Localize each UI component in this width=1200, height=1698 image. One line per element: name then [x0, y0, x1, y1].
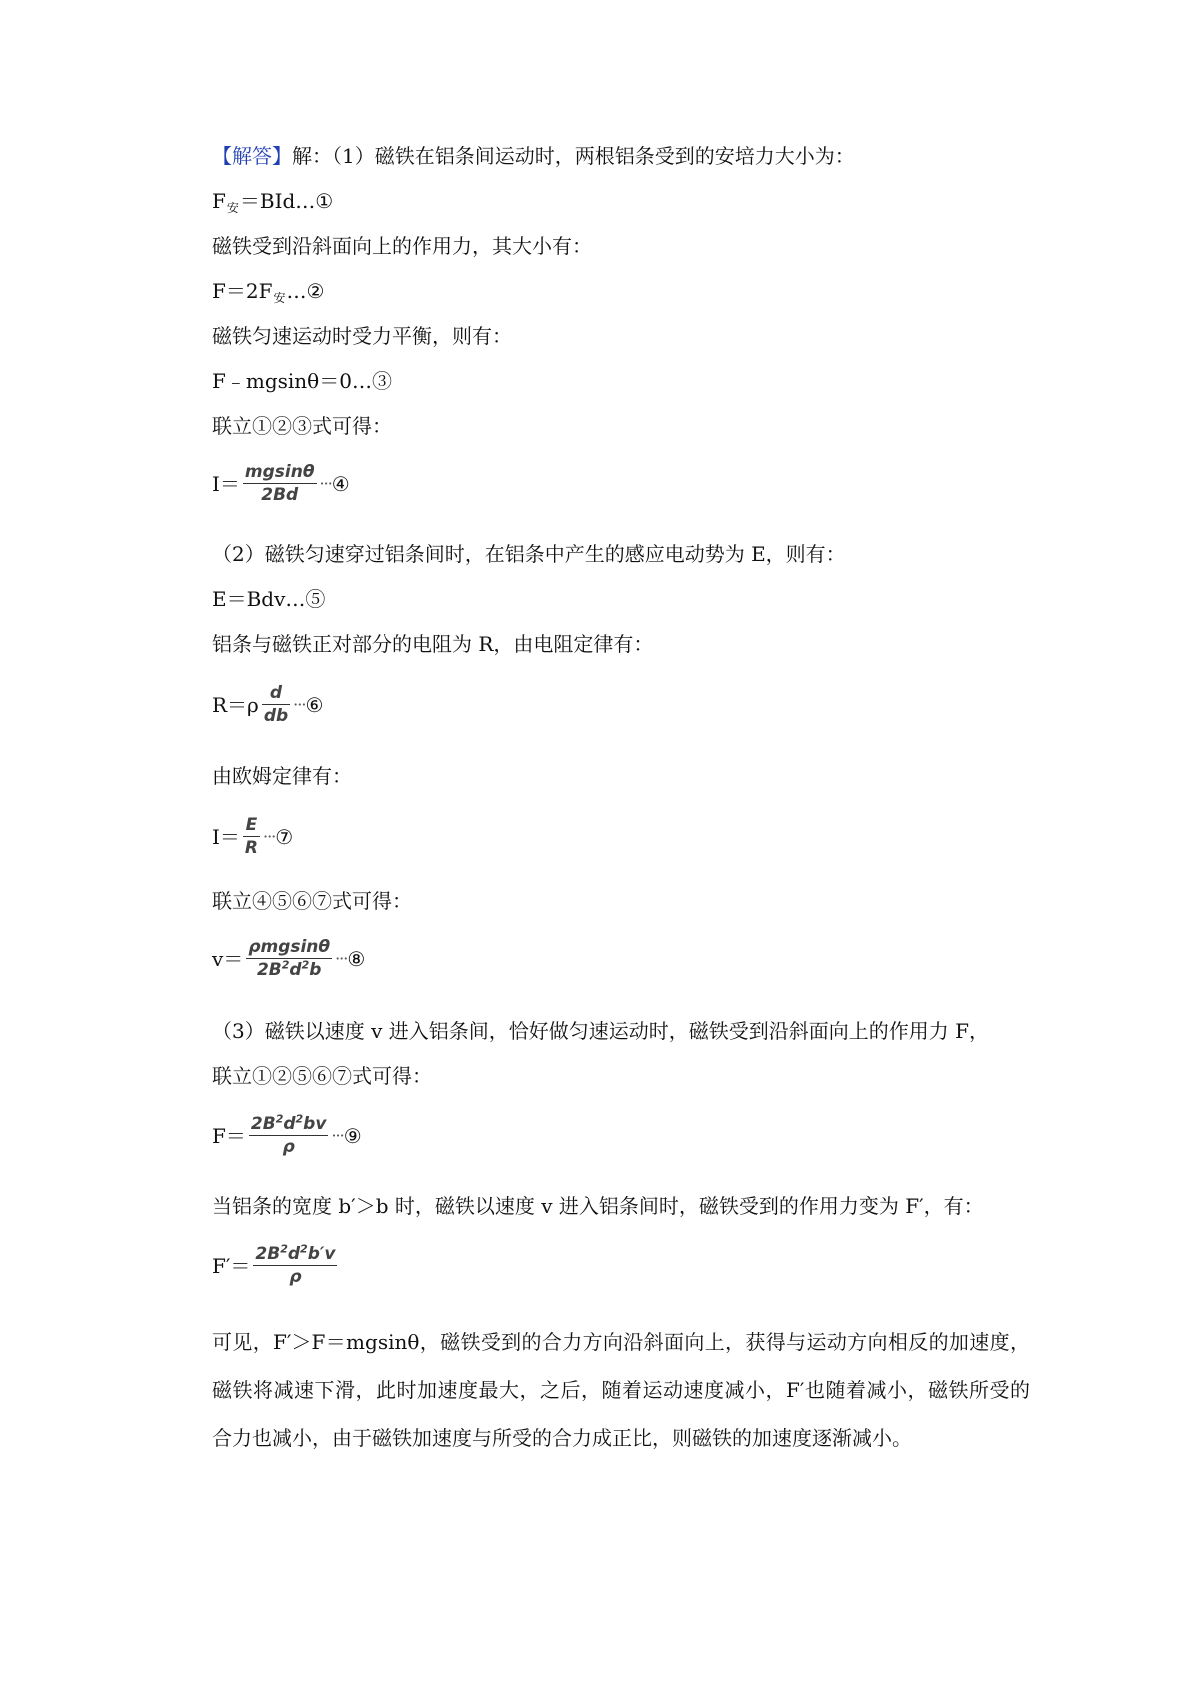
eq2-rest: …②	[286, 279, 325, 303]
equation-9	[212, 1114, 362, 1157]
conclusion-paragraph: 可见，F′＞F＝mgsinθ，磁铁受到的合力方向沿斜面向上，获得与运动方向相反的加速度，磁铁将减速下滑，此时加速度最大，之后，随着运动速度减小，F′也随着减小，磁铁所受的合力也减小，由于磁铁加速度与所受的合力成正比，则磁铁的加速度逐渐减小。	[212, 1330, 1030, 1450]
text-line-7: 联立④⑤⑥⑦式可得：	[212, 889, 412, 913]
paragraph-3-line-2: 联立①②⑤⑥⑦式可得：	[212, 1064, 432, 1088]
text-line-3: 磁铁匀速运动时受力平衡，则有：	[212, 324, 512, 348]
eq7-lhs: I＝	[212, 824, 240, 849]
eq4-lhs: I＝	[212, 471, 240, 496]
eq8-den-part: b	[309, 960, 322, 980]
equation-2	[212, 277, 324, 308]
text-line-2: 磁铁受到沿斜面向上的作用力，其大小有：	[212, 234, 592, 258]
fraction-bar	[253, 1265, 337, 1266]
eq8-den-part: d	[289, 960, 302, 980]
eq9-mark: ⑨	[343, 1123, 362, 1148]
intro-text: 解：（1）磁铁在铝条间运动时，两根铝条受到的安培力大小为：	[292, 144, 855, 168]
eq8-den-exponent: 2	[301, 958, 310, 972]
eq8-den-exponent: 2	[281, 958, 290, 972]
eq9-num-part: 2B	[250, 1114, 276, 1134]
intro-line	[212, 142, 855, 170]
eq1-text: F	[212, 189, 226, 213]
eq7-dots: ···	[263, 826, 276, 846]
eq6-mark: ⑥	[305, 692, 324, 717]
equation-3: F﹣mgsinθ＝0…③	[212, 369, 392, 393]
eq2-text: F＝2F	[212, 279, 273, 303]
eq9-denominator: ρ	[282, 1137, 295, 1157]
eq10-num-part: b′v	[307, 1244, 336, 1264]
text-line-4: 联立①②③式可得：	[212, 414, 392, 438]
eq10-numerator	[253, 1244, 337, 1264]
eq9-lhs: F＝	[212, 1123, 246, 1148]
eq6-fraction	[262, 683, 290, 726]
equation-6	[212, 683, 323, 726]
eq10-num-part: d	[287, 1244, 301, 1264]
eq9-numerator	[249, 1114, 329, 1134]
eq8-lhs: v＝	[212, 946, 244, 971]
eq9-num-part: bv	[303, 1114, 327, 1134]
text-line-6: 由欧姆定律有：	[212, 764, 352, 788]
paragraph-3-line-1: （3）磁铁以速度 v 进入铝条间，恰好做匀速运动时，磁铁受到沿斜面向上的作用力 F，	[212, 1019, 989, 1043]
eq9-num-exponent: 2	[275, 1112, 284, 1126]
paragraph-2-intro: （2）磁铁匀速穿过铝条间时，在铝条中产生的感应电动势为 E，则有：	[212, 542, 846, 566]
eq7-fraction	[243, 815, 260, 858]
eq10-fraction	[253, 1244, 337, 1287]
eq10-num-exponent: 2	[280, 1242, 288, 1256]
eq1-subscript: 安	[226, 201, 239, 215]
eq6-denominator: db	[263, 706, 289, 726]
eq4-numerator: mgsinθ	[244, 462, 315, 482]
fraction-bar	[262, 704, 290, 705]
text-line-5: 铝条与磁铁正对部分的电阻为 R，由电阻定律有：	[212, 632, 654, 656]
eq8-fraction	[246, 937, 332, 980]
equation-10	[212, 1244, 340, 1287]
eq8-denominator	[255, 960, 323, 980]
eq8-numerator: ρmgsinθ	[248, 937, 331, 957]
eq10-lhs: F′＝	[212, 1253, 251, 1278]
eq7-numerator: E	[245, 815, 258, 835]
eq4-dots: ···	[319, 473, 332, 493]
fraction-bar	[243, 483, 317, 484]
equation-4	[212, 462, 350, 505]
eq9-fraction	[249, 1114, 329, 1157]
equation-8	[212, 937, 365, 980]
text-line-8: 当铝条的宽度 b′＞b 时，磁铁以速度 v 进入铝条间时，磁铁受到的作用力变为 F′，有：	[212, 1194, 984, 1218]
eq10-num-exponent: 2	[300, 1242, 308, 1256]
eq6-numerator: d	[269, 683, 283, 703]
fraction-bar	[243, 836, 260, 837]
eq4-denominator: 2Bd	[261, 485, 299, 505]
eq9-dots: ···	[331, 1125, 344, 1145]
eq4-fraction	[243, 462, 317, 505]
equation-5: E＝Bdv…⑤	[212, 587, 326, 611]
equation-7	[212, 815, 293, 858]
eq1-rest: ＝BId…①	[239, 189, 334, 213]
fraction-bar	[249, 1135, 329, 1136]
eq6-lhs: R＝ρ	[212, 692, 259, 717]
answer-tag: 【解答】	[212, 144, 292, 168]
eq7-mark: ⑦	[275, 824, 294, 849]
eq4-mark: ④	[331, 471, 350, 496]
eq10-denominator: ρ	[289, 1267, 302, 1287]
eq9-num-part: d	[283, 1114, 296, 1134]
eq10-num-part: 2B	[255, 1244, 281, 1264]
eq8-mark: ⑧	[347, 946, 366, 971]
eq8-dots: ···	[335, 948, 348, 968]
eq6-dots: ···	[293, 694, 306, 714]
eq7-denominator: R	[244, 838, 258, 858]
eq2-subscript: 安	[273, 291, 286, 305]
eq8-den-part: 2B	[256, 960, 282, 980]
equation-1	[212, 187, 333, 218]
eq9-num-exponent: 2	[295, 1112, 304, 1126]
